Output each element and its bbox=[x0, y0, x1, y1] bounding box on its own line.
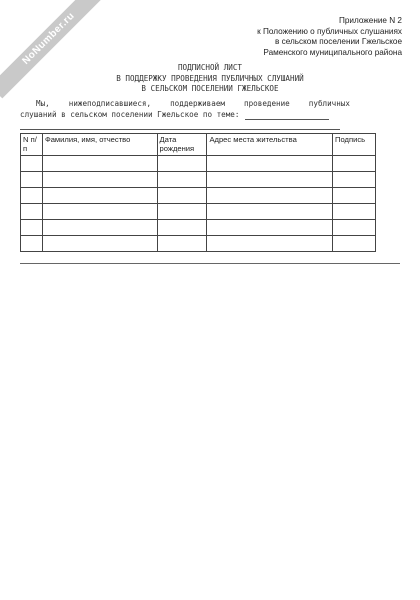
cell-birth-date[interactable] bbox=[157, 220, 207, 236]
cell-name[interactable] bbox=[42, 156, 157, 172]
cell-birth-date[interactable] bbox=[157, 236, 207, 252]
cell-address[interactable] bbox=[207, 188, 333, 204]
table-row bbox=[21, 156, 376, 172]
cell-name[interactable] bbox=[42, 172, 157, 188]
title-line: В СЕЛЬСКОМ ПОСЕЛЕНИИ ГЖЕЛЬСКОЕ bbox=[141, 84, 279, 93]
intro-text: слушаний в сельском поселении Гжельское по теме: bbox=[20, 109, 240, 119]
cell-number[interactable] bbox=[21, 220, 43, 236]
cell-number[interactable] bbox=[21, 236, 43, 252]
table-row bbox=[21, 204, 376, 220]
table-body bbox=[21, 156, 376, 252]
cell-address[interactable] bbox=[207, 156, 333, 172]
appendix-line: Раменского муниципального района bbox=[263, 47, 402, 57]
title-line: В ПОДДЕРЖКУ ПРОВЕДЕНИЯ ПУБЛИЧНЫХ СЛУШАНИЙ bbox=[116, 73, 304, 83]
topic-blank-line[interactable] bbox=[20, 120, 340, 130]
column-header-number: N п/п bbox=[21, 134, 43, 156]
signature-table bbox=[20, 133, 376, 252]
cell-birth-date[interactable] bbox=[157, 204, 207, 220]
cell-name[interactable] bbox=[42, 236, 157, 252]
table-row bbox=[21, 172, 376, 188]
cell-name[interactable] bbox=[42, 204, 157, 220]
table-row bbox=[21, 188, 376, 204]
appendix-line: к Положению о публичных слушаниях bbox=[257, 26, 402, 36]
appendix-line: Приложение N 2 bbox=[338, 16, 402, 25]
intro-word: Мы, bbox=[36, 99, 50, 108]
cell-number[interactable] bbox=[21, 204, 43, 220]
appendix-header bbox=[202, 16, 402, 58]
intro-word: публичных bbox=[308, 99, 350, 108]
table-row bbox=[21, 236, 376, 252]
cell-number[interactable] bbox=[21, 172, 43, 188]
intro-line bbox=[20, 110, 350, 121]
column-header-address: Адрес места жительства bbox=[207, 134, 333, 156]
table-row bbox=[21, 220, 376, 236]
intro-word: проведение bbox=[244, 99, 290, 108]
cell-address[interactable] bbox=[207, 236, 333, 252]
intro-paragraph bbox=[20, 99, 350, 130]
cell-signature[interactable] bbox=[333, 236, 376, 252]
cell-address[interactable] bbox=[207, 204, 333, 220]
page-divider bbox=[20, 263, 400, 264]
column-header-signature: Подпись bbox=[333, 134, 376, 156]
cell-name[interactable] bbox=[42, 220, 157, 236]
intro-line bbox=[20, 99, 350, 110]
cell-signature[interactable] bbox=[333, 172, 376, 188]
document-title bbox=[0, 63, 420, 95]
table-header-row bbox=[21, 134, 376, 156]
cell-signature[interactable] bbox=[333, 220, 376, 236]
column-header-name: Фамилия, имя, отчество bbox=[42, 134, 157, 156]
cell-birth-date[interactable] bbox=[157, 172, 207, 188]
title-line: ПОДПИСНОЙ ЛИСТ bbox=[177, 63, 242, 72]
intro-word: поддерживаем bbox=[170, 99, 225, 108]
topic-blank-line[interactable] bbox=[245, 110, 329, 120]
intro-word: нижеподписавшиеся, bbox=[68, 99, 152, 108]
cell-birth-date[interactable] bbox=[157, 188, 207, 204]
appendix-line: в сельском поселении Гжельское bbox=[274, 37, 402, 46]
cell-number[interactable] bbox=[21, 156, 43, 172]
cell-address[interactable] bbox=[207, 220, 333, 236]
cell-signature[interactable] bbox=[333, 204, 376, 220]
cell-signature[interactable] bbox=[333, 188, 376, 204]
column-header-birth-date: Дата рождения bbox=[157, 134, 207, 156]
cell-address[interactable] bbox=[207, 172, 333, 188]
cell-signature[interactable] bbox=[333, 156, 376, 172]
cell-name[interactable] bbox=[42, 188, 157, 204]
cell-number[interactable] bbox=[21, 188, 43, 204]
cell-birth-date[interactable] bbox=[157, 156, 207, 172]
watermark-banner: NoNumber.ru bbox=[0, 0, 108, 98]
